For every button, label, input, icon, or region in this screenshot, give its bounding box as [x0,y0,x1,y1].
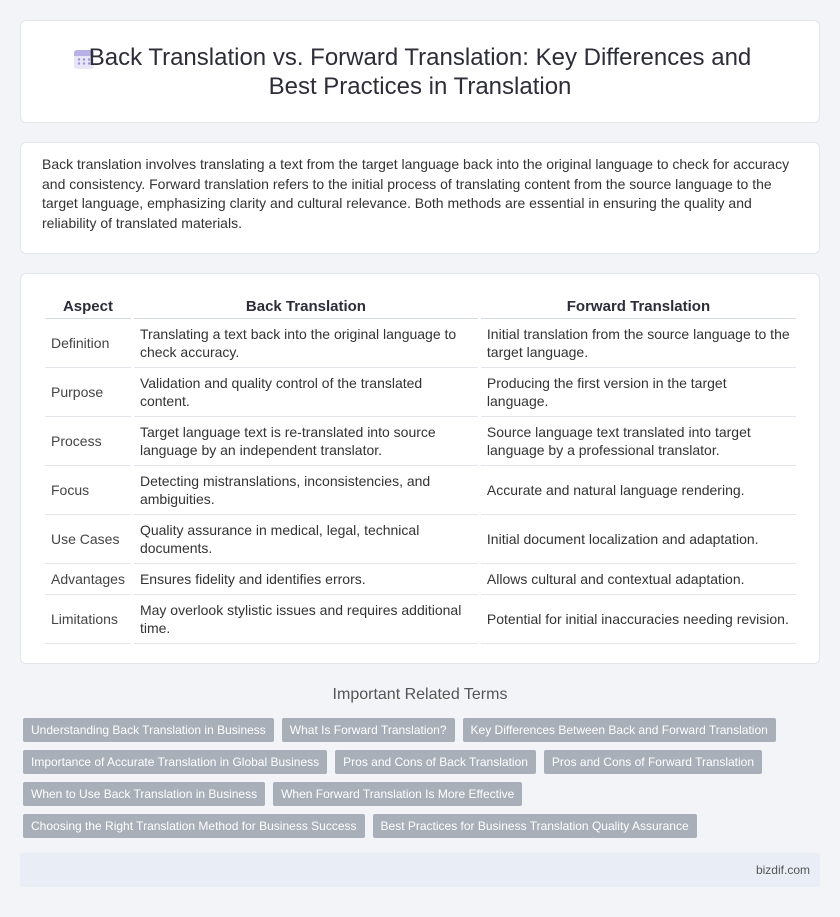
table-cell: Advantages [45,564,131,595]
related-term-tag[interactable]: What Is Forward Translation? [282,718,455,742]
table-header-back: Back Translation [134,296,478,319]
related-term-tag[interactable]: Understanding Back Translation in Business [23,718,274,742]
related-term-tag[interactable]: Pros and Cons of Forward Translation [544,750,762,774]
table-row [45,466,796,515]
header-card [20,20,820,123]
comparison-table-card [20,273,820,664]
table-cell: May overlook stylistic issues and requires additional time. [134,595,478,644]
table-cell: Process [45,417,131,466]
table-cell: Quality assurance in medical, legal, technical documents. [134,515,478,564]
related-term-tag[interactable]: Pros and Cons of Back Translation [335,750,536,774]
footer [20,853,820,887]
table-cell: Potential for initial inaccuracies needing revision. [481,595,796,644]
table-row [45,595,796,644]
related-term-tag[interactable]: Best Practices for Business Translation Quality Assurance [373,814,697,838]
table-cell: Accurate and natural language rendering. [481,466,796,515]
related-term-tag[interactable]: When Forward Translation Is More Effective [273,782,522,806]
table-cell: Detecting mistranslations, inconsistencies, and ambiguities. [134,466,478,515]
table-header-aspect: Aspect [45,296,131,319]
table-row [45,368,796,417]
table-cell: Use Cases [45,515,131,564]
table-row [45,515,796,564]
table-cell: Focus [45,466,131,515]
comparison-table [42,296,799,644]
intro-paragraph: Back translation involves translating a text from the target language back into the original language to check for accuracy and consistency. Forward translation refers to the initial process of translating content from the source language to the target language, emphasizing clarity and cultural relevance. Both methods are essential in ensuring the quality and reliability of translated materials. [42,156,790,231]
table-row [45,564,796,595]
table-cell: Initial translation from the source language to the target language. [481,319,796,368]
related-term-tag[interactable]: Choosing the Right Translation Method for Business Success [23,814,365,838]
table-cell: Purpose [45,368,131,417]
table-cell: Target language text is re-translated into source language by an independent translator. [134,417,478,466]
related-term-tag[interactable]: Key Differences Between Back and Forward Translation [463,718,776,742]
table-cell: Limitations [45,595,131,644]
related-terms-title: Important Related Terms [332,686,508,703]
table-cell: Allows cultural and contextual adaptation. [481,564,796,595]
related-terms-list [23,718,817,846]
page-title: Back Translation vs. Forward Translation: Key Differences and Best Practices in Translation [88,44,752,100]
table-cell: Translating a text back into the original language to check accuracy. [134,319,478,368]
table-cell: Definition [45,319,131,368]
table-cell: Validation and quality control of the translated content. [134,368,478,417]
table-cell: Initial document localization and adaptation. [481,515,796,564]
intro-card [20,142,820,254]
table-row [45,319,796,368]
related-term-tag[interactable]: When to Use Back Translation in Business [23,782,265,806]
table-row [45,417,796,466]
related-term-tag[interactable]: Importance of Accurate Translation in Global Business [23,750,327,774]
table-cell: Ensures fidelity and identifies errors. [134,564,478,595]
table-cell: Source language text translated into target language by a professional translator. [481,417,796,466]
table-header-forward: Forward Translation [481,296,796,319]
table-cell: Producing the first version in the target language. [481,368,796,417]
site-name[interactable]: bizdif.com [755,863,810,877]
